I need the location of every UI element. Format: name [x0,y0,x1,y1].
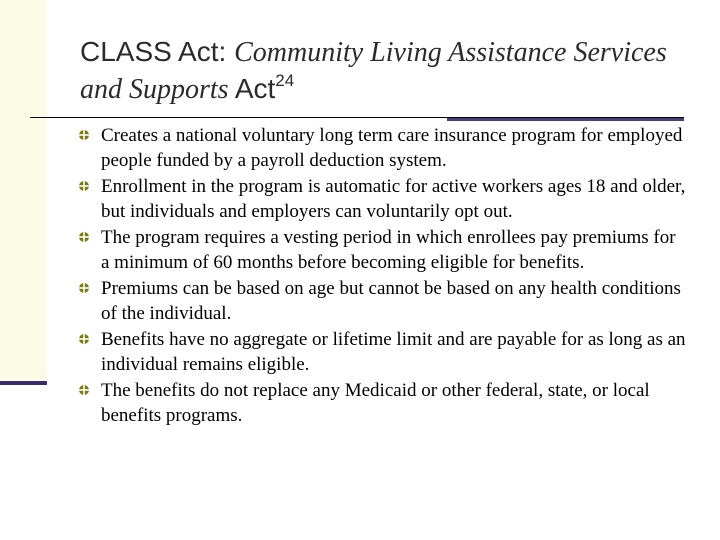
bullet-item [78,327,688,377]
bullet-text: Premiums can be based on age but cannot be based on any health conditions of the individual. [101,278,681,324]
quartered-circle-bullet-icon [78,384,90,396]
bullet-item [78,276,688,326]
slide-title [80,34,700,108]
bullet-item [78,123,688,173]
quartered-circle-bullet-icon [78,333,90,345]
title-footnote-number: 24 [275,71,295,90]
title-text-part1: CLASS Act: [80,36,235,67]
bullet-item [78,225,688,275]
quartered-circle-bullet-icon [78,231,90,243]
bullet-text: Creates a national voluntary long term care insurance program for employed people funded by a payroll deduction system. [101,125,683,171]
title-divider-accent [447,118,684,121]
bullet-item [78,378,688,428]
bullet-text: The program requires a vesting period in which enrollees pay premiums for a minimum of 60 months before becoming eligible for benefits. [101,227,676,273]
bullet-text: Enrollment in the program is automatic for active workers ages 18 and older, but individuals and employers can voluntarily opt out. [101,176,686,222]
bullet-text: Benefits have no aggregate or lifetime limit and are payable for as long as an individual remains eligible. [101,329,686,375]
side-panel [0,0,47,380]
quartered-circle-bullet-icon [78,282,90,294]
title-text-part2: Act [228,73,276,104]
title-text-italic: Community Living Assistance Services and Supports [80,37,667,105]
bullet-list [78,123,688,429]
bullet-item [78,174,688,224]
bullet-text: The benefits do not replace any Medicaid or other federal, state, or local benefits programs. [101,380,650,426]
side-accent-bar [0,381,47,385]
quartered-circle-bullet-icon [78,129,90,141]
quartered-circle-bullet-icon [78,180,90,192]
